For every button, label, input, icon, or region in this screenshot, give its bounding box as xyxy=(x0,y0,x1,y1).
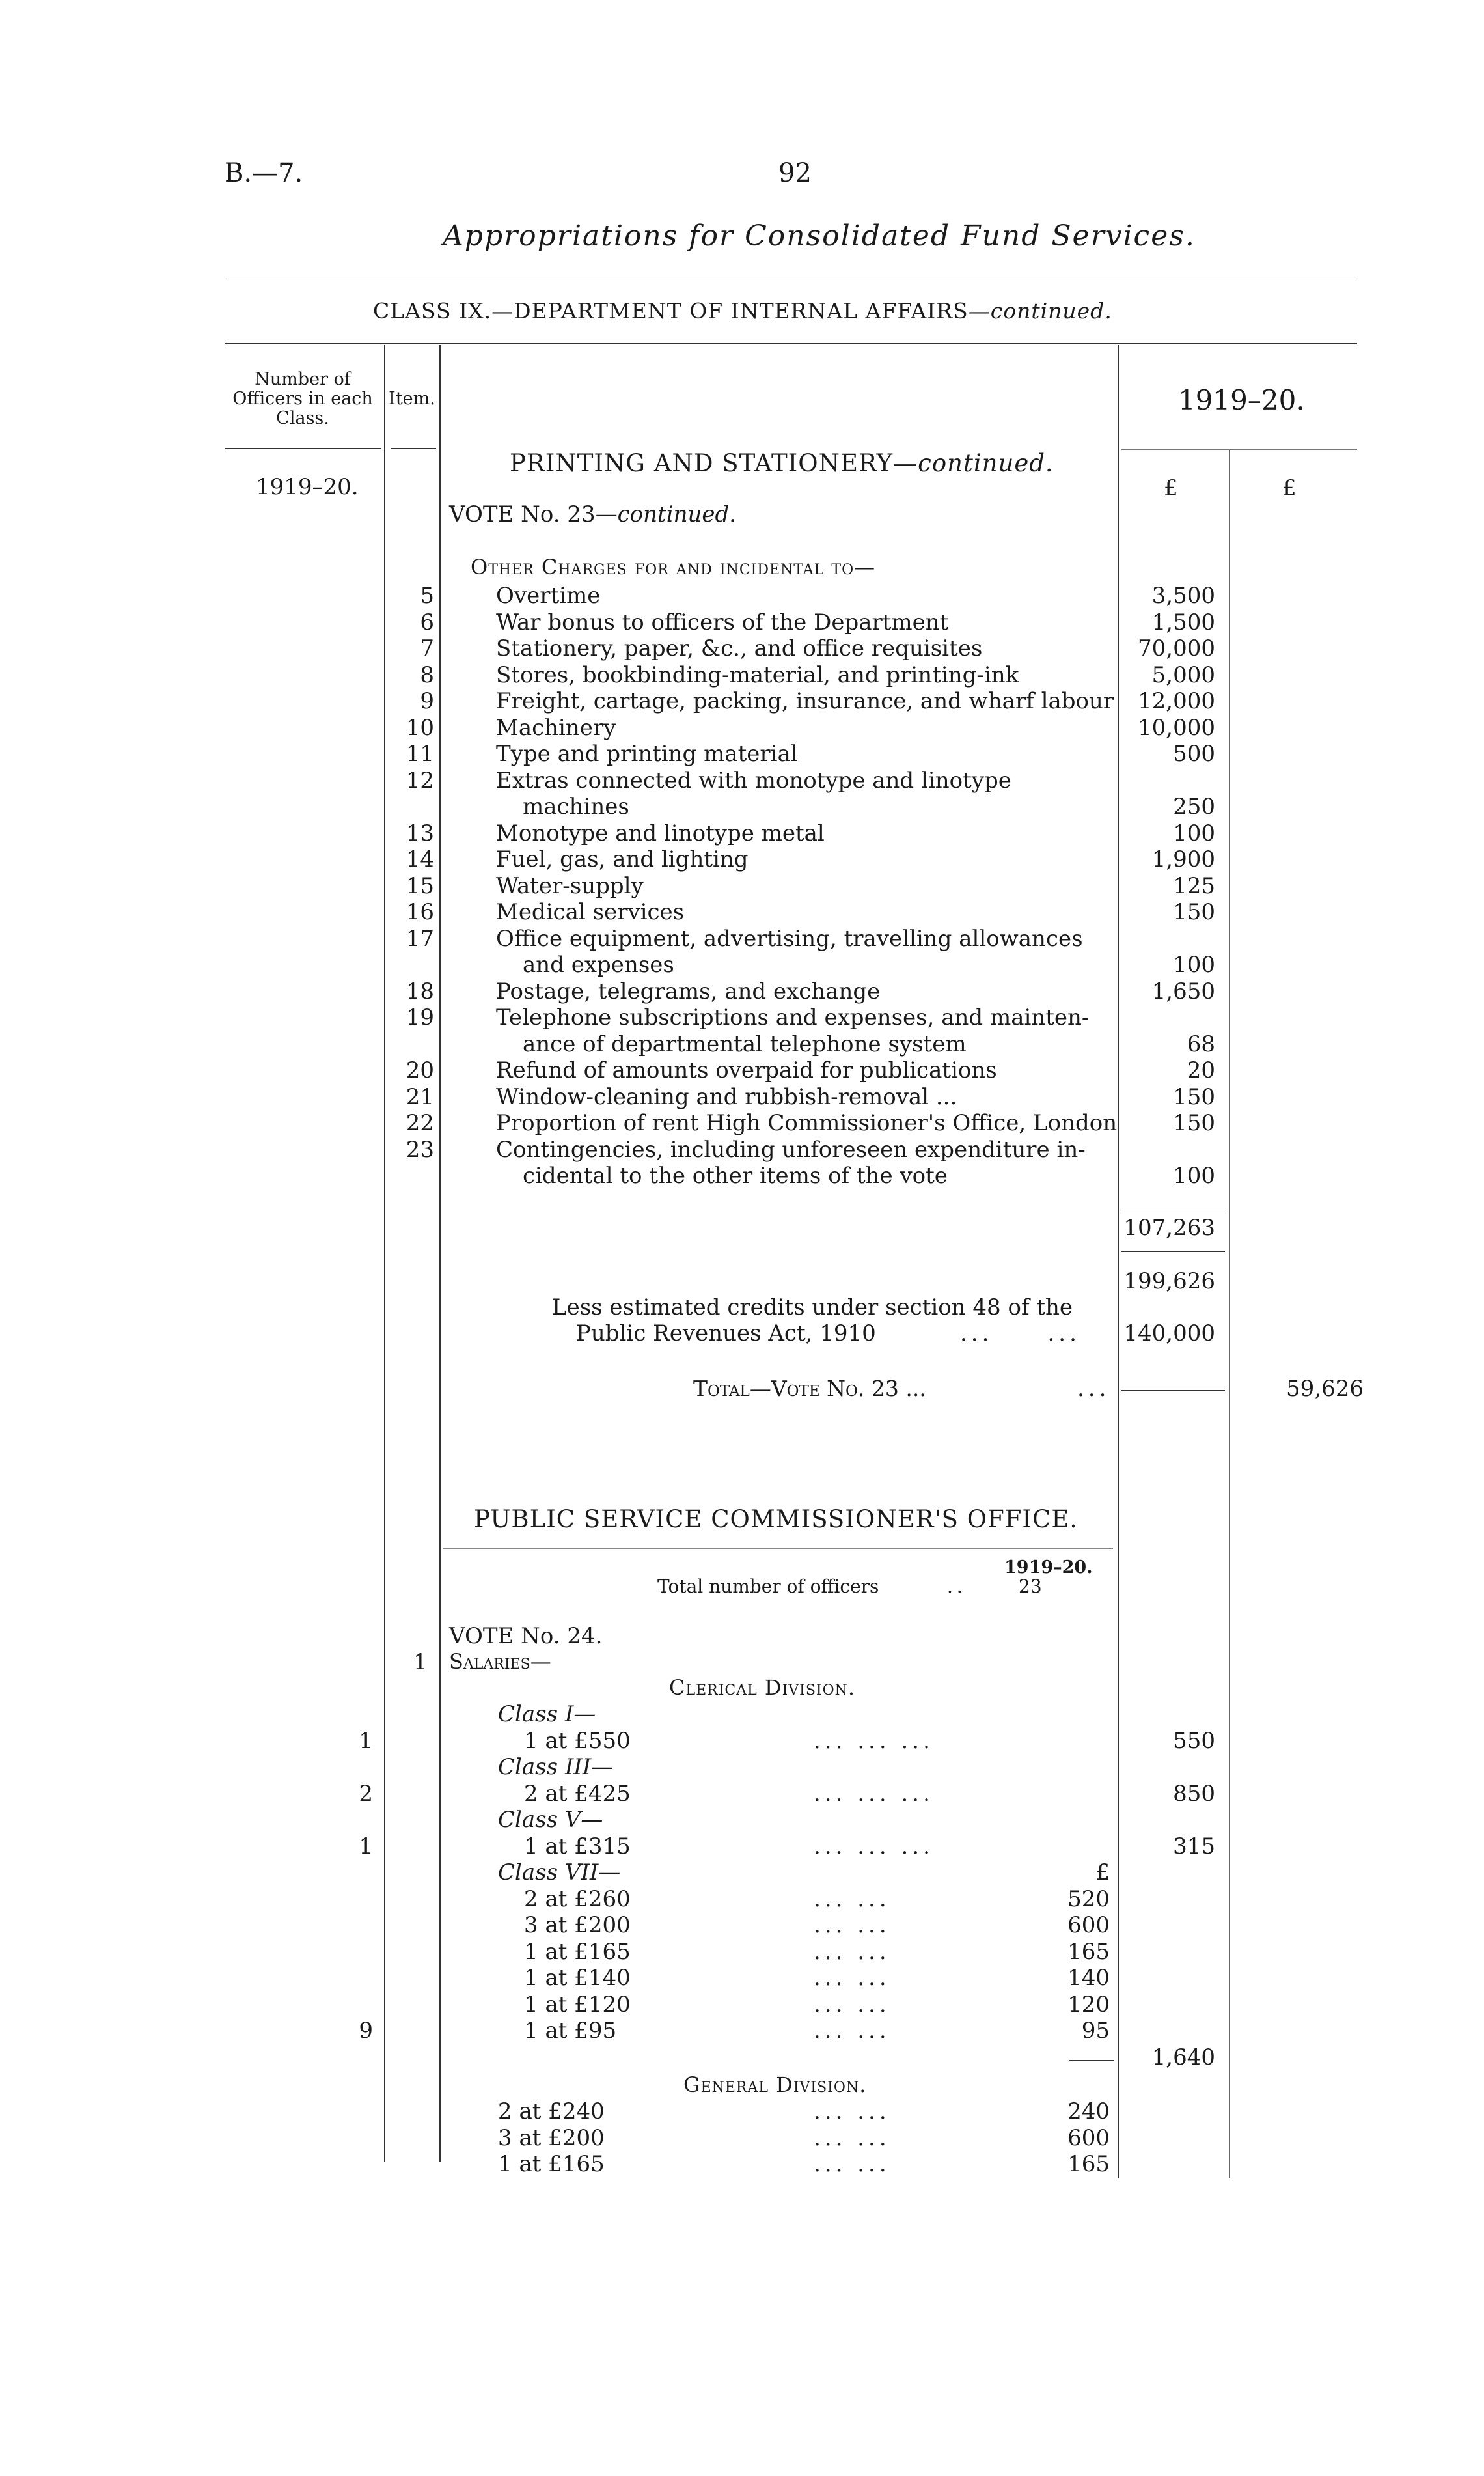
pound-sign-1: £ xyxy=(1164,475,1178,501)
vote-24-heading: VOTE No. 24. xyxy=(449,1623,603,1649)
item-description: War bonus to officers of the Department xyxy=(496,609,949,635)
officer-count: 1 xyxy=(359,1727,373,1754)
item-amount: 100 xyxy=(1173,952,1215,978)
item-amount: 5,000 xyxy=(1151,661,1215,688)
salary-subamount: 120 xyxy=(1067,1991,1110,2018)
item-description-cont: ance of departmental telephone system xyxy=(523,1031,967,1057)
item-description: Contingencies, including unforeseen expenditure in- xyxy=(496,1136,1086,1163)
salary-amount: 850 xyxy=(1173,1780,1215,1807)
document-reference: B.—7. xyxy=(225,158,303,188)
dot-leader: ... ... xyxy=(814,1885,890,1912)
amount-header-rule xyxy=(1121,449,1357,450)
officer-count: 2 xyxy=(359,1780,373,1807)
item-amount: 100 xyxy=(1173,1163,1215,1189)
salary-line: 2 at £425 xyxy=(524,1780,631,1807)
item-description: Machinery xyxy=(496,714,616,741)
item-description: Refund of amounts overpaid for publications xyxy=(496,1057,997,1083)
salaries-item-number: 1 xyxy=(413,1649,428,1675)
item-description: Water-supply xyxy=(496,872,644,899)
item-amount: 150 xyxy=(1173,1110,1215,1136)
item-amount: 12,000 xyxy=(1138,688,1215,714)
salary-subamount: 165 xyxy=(1067,1938,1110,1965)
item-description: Office equipment, advertising, travelling allowances xyxy=(496,925,1083,952)
salaries-heading: Salaries— xyxy=(449,1649,551,1674)
salary-line: 1 at £95 xyxy=(524,2018,617,2044)
item-amount: 20 xyxy=(1187,1057,1215,1083)
salary-subamount: 600 xyxy=(1067,2124,1110,2151)
item-description: Overtime xyxy=(496,583,601,609)
salary-line: 3 at £200 xyxy=(498,2124,605,2151)
dot-leader: ... ... xyxy=(960,1320,1080,1346)
item-header-rule xyxy=(391,448,436,449)
item-description: Monotype and linotype metal xyxy=(496,820,825,846)
item-description: Type and printing material xyxy=(496,741,798,767)
page-title: Appropriations for Consolidated Fund Services. xyxy=(443,219,1196,253)
item-description: Extras connected with monotype and linotype xyxy=(496,767,1011,794)
year-column-header: 1919–20. xyxy=(1178,384,1305,416)
item-number: 13 xyxy=(405,820,434,846)
officer-count: 1 xyxy=(359,1833,373,1859)
item-number: 5 xyxy=(420,583,434,609)
officer-count: 9 xyxy=(359,2018,373,2044)
less-credits-amount: 140,000 xyxy=(1123,1320,1215,1346)
dot-leader: .. xyxy=(947,1576,967,1597)
salary-subamount: 240 xyxy=(1067,2098,1110,2124)
subcolumn-pound: £ xyxy=(1095,1859,1110,1885)
less-credits-line2: Public Revenues Act, 1910 xyxy=(576,1320,876,1346)
dot-leader: ... xyxy=(1077,1376,1110,1402)
item-number: 16 xyxy=(405,899,434,925)
item-number: 19 xyxy=(405,1005,434,1031)
item-amount: 125 xyxy=(1173,872,1215,899)
salary-line: 2 at £240 xyxy=(498,2098,605,2124)
dot-leader: ... ... xyxy=(814,2098,890,2124)
officers-header-rule xyxy=(225,448,381,449)
item-description-cont: machines xyxy=(523,794,629,820)
officers-total-label: Total number of officers xyxy=(657,1576,879,1597)
class-vii-rule xyxy=(1069,2060,1114,2061)
subtotal-amount: 107,263 xyxy=(1123,1215,1215,1241)
section-heading-public-service: PUBLIC SERVICE COMMISSIONER'S OFFICE. xyxy=(474,1505,1079,1533)
salary-subamount: 600 xyxy=(1067,1912,1110,1938)
class-heading: Class I— xyxy=(498,1701,596,1727)
item-number: 6 xyxy=(420,609,434,635)
page-number: 92 xyxy=(778,158,812,188)
gross-amount: 199,626 xyxy=(1123,1268,1215,1294)
item-description: Stationery, paper, &c., and office requisites xyxy=(496,635,983,661)
salary-line: 1 at £315 xyxy=(524,1833,631,1859)
item-number: 22 xyxy=(405,1110,434,1136)
less-credits-line1: Less estimated credits under section 48 of the xyxy=(552,1294,1073,1320)
item-description: Window-cleaning and rubbish-removal ... xyxy=(496,1083,957,1110)
item-number: 20 xyxy=(405,1057,434,1083)
item-amount: 70,000 xyxy=(1138,635,1215,661)
salary-line: 1 at £165 xyxy=(498,2151,605,2177)
dot-leader: ... ... xyxy=(814,1991,890,2018)
item-number: 14 xyxy=(405,846,434,872)
salary-subamount: 165 xyxy=(1067,2151,1110,2177)
dot-leader: ... ... xyxy=(814,1912,890,1938)
item-amount: 1,650 xyxy=(1151,978,1215,1005)
item-amount: 150 xyxy=(1173,899,1215,925)
item-description: Fuel, gas, and lighting xyxy=(496,846,749,872)
item-description: Postage, telegrams, and exchange xyxy=(496,978,881,1005)
salary-line: 1 at £140 xyxy=(524,1965,631,1991)
class-heading xyxy=(373,298,1112,324)
item-amount: 3,500 xyxy=(1151,583,1215,609)
item-number: 8 xyxy=(420,661,434,688)
item-amount: 250 xyxy=(1173,794,1215,820)
dot-leader: ... ... xyxy=(814,2151,890,2177)
dot-leader: ... ... ... xyxy=(814,1780,934,1807)
salary-subamount: 520 xyxy=(1067,1885,1110,1912)
class-heading-text: CLASS IX.—DEPARTMENT OF INTERNAL AFFAIRS xyxy=(373,298,969,324)
class-heading-continued: —continued. xyxy=(968,298,1112,324)
gross-rule xyxy=(1121,1251,1225,1252)
officers-column-header: Number of Officers in each Class. xyxy=(232,369,373,428)
item-column-rule xyxy=(439,345,441,2162)
item-number: 23 xyxy=(405,1136,434,1163)
section-heading-text: PRINTING AND STATIONERY xyxy=(510,449,894,477)
item-column-header: Item. xyxy=(389,389,435,409)
item-amount: 1,500 xyxy=(1151,609,1215,635)
item-amount: 150 xyxy=(1173,1083,1215,1110)
item-number: 21 xyxy=(405,1083,434,1110)
item-number: 18 xyxy=(405,978,434,1005)
salary-subamount: 95 xyxy=(1081,2018,1110,2044)
dot-leader: ... ... xyxy=(814,1965,890,1991)
item-number: 15 xyxy=(405,872,434,899)
vote-23-label: VOTE No. 23 xyxy=(449,501,596,527)
item-number: 17 xyxy=(405,925,434,952)
dot-leader: ... ... ... xyxy=(814,1833,934,1859)
total-vote-23-amount: 59,626 xyxy=(1286,1376,1364,1402)
amount-column-rule xyxy=(1118,345,1119,2178)
general-division-heading: General Division. xyxy=(683,2072,867,2097)
item-amount: 68 xyxy=(1187,1031,1215,1057)
clerical-division-heading: Clerical Division. xyxy=(669,1675,856,1700)
officers-column-rule xyxy=(384,345,385,2162)
item-amount: 100 xyxy=(1173,820,1215,846)
class-heading: Class V— xyxy=(498,1807,603,1833)
dot-leader: ... ... xyxy=(814,1938,890,1965)
pound-sign-2: £ xyxy=(1282,475,1297,501)
section-heading-printing xyxy=(510,449,1054,477)
item-amount: 1,900 xyxy=(1151,846,1215,872)
item-description: Freight, cartage, packing, insurance, and wharf labour xyxy=(496,688,1114,714)
salary-line: 1 at £550 xyxy=(524,1727,631,1754)
item-number: 12 xyxy=(405,767,434,794)
salary-subamount: 140 xyxy=(1067,1965,1110,1991)
salary-amount: 550 xyxy=(1173,1727,1215,1754)
item-number: 9 xyxy=(420,688,434,714)
total-rule xyxy=(1121,1390,1225,1391)
item-description-cont: and expenses xyxy=(523,952,674,978)
total-vote-23-label: Total—Vote No. 23 ... xyxy=(693,1376,926,1401)
other-charges-subheading: Other Charges for and incidental to— xyxy=(471,555,876,579)
item-description: Proportion of rent High Commissioner's Office, London xyxy=(496,1110,1118,1136)
salary-line: 2 at £260 xyxy=(524,1885,631,1912)
item-number: 11 xyxy=(405,741,434,767)
officers-total-year: 1919–20. xyxy=(1004,1557,1093,1578)
vote-23-continued: —continued. xyxy=(595,501,737,527)
dot-leader: ... ... ... xyxy=(814,1727,934,1754)
subtotal-column-rule xyxy=(1229,449,1230,2178)
salary-line: 1 at £120 xyxy=(524,1991,631,2018)
section-heading-continued: —continued. xyxy=(893,449,1054,477)
item-description-cont: cidental to the other items of the vote xyxy=(523,1163,948,1189)
class-vii-total: 1,640 xyxy=(1151,2044,1215,2070)
salary-line: 3 at £200 xyxy=(524,1912,631,1938)
item-number: 10 xyxy=(405,714,434,741)
dot-leader: ... ... xyxy=(814,2018,890,2044)
item-description: Medical services xyxy=(496,899,685,925)
item-description: Telephone subscriptions and expenses, and mainten- xyxy=(496,1005,1090,1031)
table-top-rule xyxy=(225,343,1357,344)
salary-line: 1 at £165 xyxy=(524,1938,631,1965)
item-amount: 500 xyxy=(1173,741,1215,767)
item-number: 7 xyxy=(420,635,434,661)
dot-leader: ... ... xyxy=(814,2124,890,2151)
vote-23-heading xyxy=(449,501,736,527)
officers-year: 1919–20. xyxy=(256,474,359,500)
salary-amount: 315 xyxy=(1173,1833,1215,1859)
class-heading: Class VII— xyxy=(498,1859,621,1885)
section2-rule xyxy=(443,1548,1113,1549)
item-description: Stores, bookbinding-material, and printing-ink xyxy=(496,661,1019,688)
officers-total-value: 23 xyxy=(1019,1576,1042,1597)
class-heading: Class III— xyxy=(498,1754,614,1780)
item-amount: 10,000 xyxy=(1138,714,1215,741)
